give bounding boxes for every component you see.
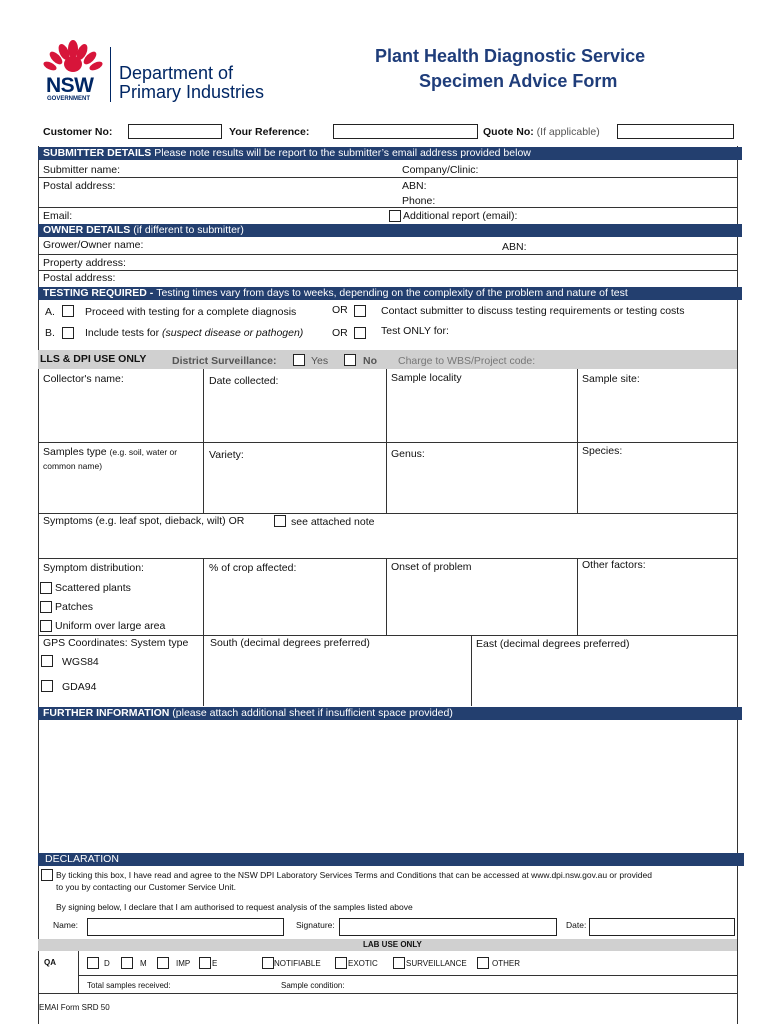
contact-submitter-text: Contact submitter to discuss testing requirements or testing costs xyxy=(381,305,685,317)
divider xyxy=(38,177,737,178)
divider xyxy=(38,207,737,208)
option-b-text-main: Include tests for xyxy=(85,327,163,339)
collector-name-label: Collector's name: xyxy=(43,373,124,385)
wgs84-label: WGS84 xyxy=(62,656,99,668)
declaration-checkbox[interactable] xyxy=(41,869,53,881)
owner-postal-label: Postal address: xyxy=(43,272,116,284)
quote-no-text: Quote No: xyxy=(483,126,534,138)
declaration-signing-text: By signing below, I declare that I am authorised to request analysis of the samples listed above xyxy=(56,902,413,912)
additional-report-label: Additional report (email): xyxy=(403,210,518,222)
owner-bar-title: OWNER DETAILS xyxy=(43,224,131,236)
name-input[interactable] xyxy=(87,918,284,936)
option-a-checkbox[interactable] xyxy=(62,305,74,317)
divider xyxy=(38,442,737,443)
gps-system-label: GPS Coordinates: System type xyxy=(43,637,189,649)
customer-no-label: Customer No: xyxy=(43,126,113,138)
genus-label: Genus: xyxy=(391,448,425,460)
option-b-text xyxy=(85,327,303,339)
notifiable-label: NOTIFIABLE xyxy=(274,959,321,968)
scattered-plants-label: Scattered plants xyxy=(55,582,131,594)
additional-report-checkbox[interactable] xyxy=(389,210,401,222)
declaration-text-1: By ticking this box, I have read and agree to the NSW DPI Laboratory Services Terms and Conditions that can be accessed at www.dpi.nsw.gov.au or provided xyxy=(56,870,652,880)
other-checkbox[interactable] xyxy=(477,957,489,969)
gda94-checkbox[interactable] xyxy=(41,680,53,692)
divider xyxy=(471,635,472,706)
divider xyxy=(386,558,387,636)
quote-no-input[interactable] xyxy=(617,124,734,139)
samples-type-text: Samples type xyxy=(43,446,107,458)
patches-checkbox[interactable] xyxy=(40,601,52,613)
testing-required-bar xyxy=(38,287,742,300)
divider xyxy=(78,951,79,993)
logo-nsw-text: NSW xyxy=(46,74,94,97)
qa-label: QA xyxy=(44,958,56,967)
variety-label: Variety: xyxy=(209,449,244,461)
crop-affected-label: % of crop affected: xyxy=(209,562,297,574)
divider xyxy=(577,558,578,636)
d-checkbox[interactable] xyxy=(87,957,99,969)
surveillance-checkbox[interactable] xyxy=(393,957,405,969)
see-attached-note-checkbox[interactable] xyxy=(274,515,286,527)
logo-government-text: GOVERNMENT xyxy=(47,96,91,102)
divider xyxy=(38,635,737,636)
surveillance-yes-label: Yes xyxy=(311,355,329,367)
signature-label: Signature: xyxy=(296,920,335,930)
company-clinic-label: Company/Clinic: xyxy=(402,164,479,176)
testing-bar-note: Testing times vary from days to weeks, depending on the complexity of the problem and nature of test xyxy=(156,287,628,299)
option-b-label: B. xyxy=(45,327,55,339)
exotic-checkbox[interactable] xyxy=(335,957,347,969)
e-checkbox[interactable] xyxy=(199,957,211,969)
signature-input[interactable] xyxy=(339,918,557,936)
owner-details-bar xyxy=(38,224,742,237)
further-bar-note: (please attach additional sheet if insufficient space provided) xyxy=(169,707,453,719)
contact-submitter-checkbox[interactable] xyxy=(354,305,366,317)
lls-dpi-title: LLS & DPI USE ONLY xyxy=(40,353,147,365)
form-title-line1: Plant Health Diagnostic Service xyxy=(375,46,646,66)
total-samples-label: Total samples received: xyxy=(87,981,171,990)
owner-abn-label: ABN: xyxy=(502,241,527,253)
divider xyxy=(78,975,737,976)
imp-checkbox[interactable] xyxy=(157,957,169,969)
further-bar-title: FURTHER INFORMATION xyxy=(43,707,170,719)
m-checkbox[interactable] xyxy=(121,957,133,969)
form-border xyxy=(38,146,738,1024)
option-a-text: Proceed with testing for a complete diagnosis xyxy=(85,306,297,318)
form-title-line2: Specimen Advice Form xyxy=(419,71,618,91)
surveillance-no-label: No xyxy=(363,355,377,367)
date-input[interactable] xyxy=(589,918,735,936)
notifiable-checkbox[interactable] xyxy=(262,957,274,969)
symptoms-label: Symptoms (e.g. leaf spot, dieback, wilt) OR xyxy=(43,515,245,527)
sample-site-label: Sample site: xyxy=(582,373,640,385)
surveillance-yes-checkbox[interactable] xyxy=(293,354,305,366)
east-label: East (decimal degrees preferred) xyxy=(476,638,630,650)
grower-name-label: Grower/Owner name: xyxy=(43,239,144,251)
divider xyxy=(38,513,737,514)
quote-no-hint: (If applicable) xyxy=(536,126,600,138)
south-label: South (decimal degrees preferred) xyxy=(210,637,370,649)
gda94-label: GDA94 xyxy=(62,681,97,693)
m-label: M xyxy=(140,959,147,968)
scattered-plants-checkbox[interactable] xyxy=(40,582,52,594)
test-only-text: Test ONLY for: xyxy=(381,325,449,337)
other-label: OTHER xyxy=(492,959,520,968)
option-b-checkbox[interactable] xyxy=(62,327,74,339)
postal-address-label: Postal address: xyxy=(43,180,116,192)
sample-locality-label: Sample locality xyxy=(391,372,462,384)
uniform-area-checkbox[interactable] xyxy=(40,620,52,632)
exotic-label: EXOTIC xyxy=(348,959,378,968)
header-divider xyxy=(110,47,111,102)
symptom-distribution-label: Symptom distribution: xyxy=(43,562,144,574)
submitter-name-label: Submitter name: xyxy=(43,164,121,176)
surveillance-no-checkbox[interactable] xyxy=(344,354,356,366)
charge-wbs-label: Charge to WBS/Project code: xyxy=(398,355,536,367)
declaration-text-2: to you by contacting our Customer Service Unit. xyxy=(56,882,236,892)
owner-bar-note: (if different to submitter) xyxy=(130,224,244,236)
lab-use-title: LAB USE ONLY xyxy=(363,940,422,949)
e-label: E xyxy=(212,959,218,968)
abn-label: ABN: xyxy=(402,180,427,192)
d-label: D xyxy=(104,959,110,968)
department-name-line2: Primary Industries xyxy=(119,82,265,102)
patches-label: Patches xyxy=(55,601,93,613)
further-information-bar xyxy=(38,707,742,720)
divider xyxy=(38,993,737,994)
customer-no-input[interactable] xyxy=(128,124,222,139)
onset-label: Onset of problem xyxy=(391,561,472,573)
date-collected-label: Date collected: xyxy=(209,375,279,387)
further-information-area[interactable] xyxy=(39,721,736,851)
quote-no-label xyxy=(483,126,600,138)
name-label: Name: xyxy=(53,920,79,930)
your-reference-input[interactable] xyxy=(333,124,478,139)
date-label: Date: xyxy=(566,920,587,930)
test-only-checkbox[interactable] xyxy=(354,327,366,339)
samples-type-hint-1: (e.g. soil, water or xyxy=(109,447,178,457)
surveillance-label: SURVEILLANCE xyxy=(406,959,467,968)
uniform-area-label: Uniform over large area xyxy=(55,620,166,632)
see-attached-note-label: see attached note xyxy=(291,516,375,528)
imp-label: IMP xyxy=(176,959,191,968)
property-address-label: Property address: xyxy=(43,257,126,269)
testing-bar-title: TESTING REQUIRED - xyxy=(43,287,157,299)
phone-label: Phone: xyxy=(402,195,436,207)
or-text-1: OR xyxy=(332,304,348,316)
waratah-icon xyxy=(42,40,104,74)
nsw-logo xyxy=(42,40,104,104)
divider xyxy=(38,254,737,255)
wgs84-checkbox[interactable] xyxy=(41,655,53,667)
department-name-line1: Department of xyxy=(119,63,234,83)
other-factors-label: Other factors: xyxy=(582,559,646,571)
submitter-details-bar xyxy=(38,147,742,160)
form-code: EMAI Form SRD 50 xyxy=(39,1003,110,1012)
submitter-bar-note: Please note results will be report to the submitter’s email address provided below xyxy=(151,147,531,159)
species-label: Species: xyxy=(582,445,623,457)
email-label: Email: xyxy=(43,210,73,222)
submitter-bar-title: SUBMITTER DETAILS xyxy=(43,147,152,159)
declaration-bar: DECLARATION xyxy=(38,853,744,866)
district-surveillance-label: District Surveillance: xyxy=(172,355,277,367)
divider xyxy=(38,270,737,271)
option-b-text-italic: (suspect disease or pathogen) xyxy=(162,327,304,339)
samples-type-hint-2: common name) xyxy=(43,461,103,471)
sample-condition-label: Sample condition: xyxy=(281,981,345,990)
samples-type-label xyxy=(43,446,177,458)
divider xyxy=(203,558,204,706)
option-a-label: A. xyxy=(45,306,55,318)
your-reference-label: Your Reference: xyxy=(229,126,310,138)
or-text-2: OR xyxy=(332,327,348,339)
